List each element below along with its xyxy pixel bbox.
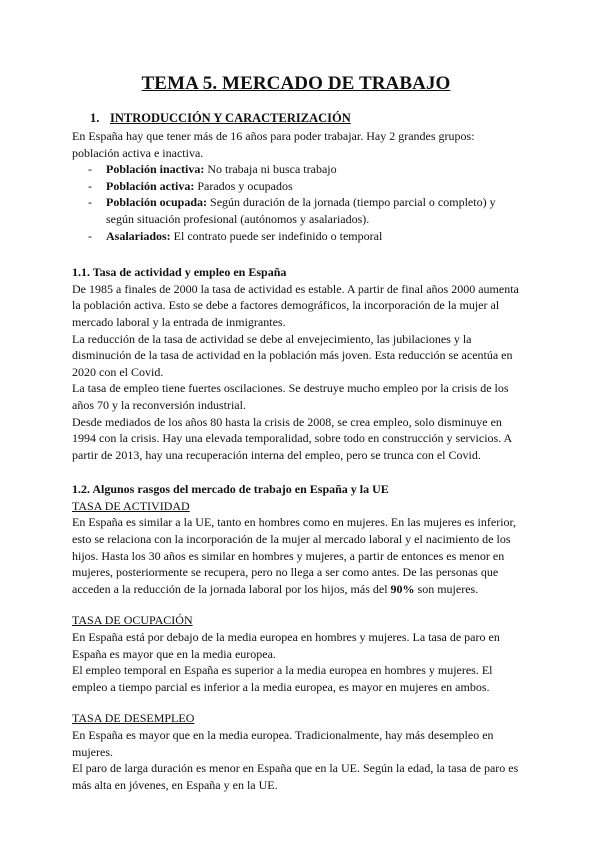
list-item [88,194,520,227]
term: Población activa: [106,178,195,193]
list-item [88,161,520,178]
definition: El contrato puede ser indefinido o temporal [170,228,383,243]
page-title: TEMA 5. MERCADO DE TRABAJO [141,73,451,94]
definition: Según duración de la jornada (tiempo parcial o completo) y según situación profesional (autónomos y asalariados). [106,195,496,226]
subheading-tasa-actividad: TASA DE ACTIVIDAD [72,498,190,513]
highlight-percent: 90% [390,581,415,596]
section-1-2-heading: 1.2. Algunos rasgos del mercado de trabajo en España y la UE [72,482,389,497]
paragraph: De 1985 a finales de 2000 la tasa de actividad es estable. A partir de final años 2000 aumenta la población activa. Esto se debe a factores demográficos, la incorporación de la mujer al mercado laboral y la entrada de inmigrantes. [72,281,519,329]
section-1-title: INTRODUCCIÓN Y CARACTERIZACIÓN [110,111,351,125]
list-item [88,228,520,245]
paragraph-tasa-actividad [72,514,520,597]
text: son mujeres. [414,581,479,596]
definition: No trabaja ni busca trabajo [204,162,337,177]
paragraph: El empleo temporal en España es superior a la media europea en hombres y mujeres. El empleo a tiempo parcial es inferior a la media europea, es mayor en mujeres en ambos. [72,663,493,694]
definition-list [72,161,520,244]
section-1-1-heading: 1.1. Tasa de actividad y empleo en España [72,265,287,280]
section-1-intro: En España hay que tener más de 16 años para poder trabajar. Hay 2 grandes grupos: población activa e inactiva. [72,129,475,160]
term: Asalariados: [106,228,171,243]
term: Población inactiva: [106,162,205,177]
section-1-heading [90,110,520,127]
text: En España es similar a la UE, tanto en hombres como en mujeres. En las mujeres es inferior, esto se relaciona con la incorporación de la mujer al mercado laboral y el nacimiento de los hijos. Hasta los 30 años es similar en hombres y mujeres, a partir de entonces es menor en mujeres, posteriormente se recupera, pero no llega a ser como antes. De las personas que acceden a la reducción de la jornada laboral por los hijos, más del [72,515,517,596]
paragraph: En España es mayor que en la media europea. Tradicionalmente, hay más desempleo en mujeres. [72,728,494,759]
definition: Parados y ocupados [194,178,293,193]
paragraph: La reducción de la tasa de actividad se debe al envejecimiento, las jubilaciones y la disminución de la tasa de actividad en la población más joven. Esta reducción se acentúa en 2020 con el Covid. [72,331,513,379]
paragraph: El paro de larga duración es menor en España que en la UE. Según la edad, la tasa de paro es más alta en jóvenes, en España y en la UE. [72,761,519,792]
paragraph: La tasa de empleo tiene fuertes oscilaciones. Se destruye mucho empleo por la crisis de los años 70 y la reconversión industrial. [72,381,509,412]
paragraph: Desde mediados de los años 80 hasta la crisis de 2008, se crea empleo, solo disminuye en 1994 con la crisis. Hay una elevada temporalidad, sobre todo en construcción y servicios. A partir de 2013, hay una recuperación interna del empleo, pero se trunca con el Covid. [72,414,512,462]
section-1-number: 1. [90,111,100,125]
subheading-tasa-desempleo: TASA DE DESEMPLEO [72,711,195,726]
term: Población ocupada: [106,195,208,210]
list-item [88,178,520,195]
subheading-tasa-ocupacion: TASA DE OCUPACIÓN [72,613,193,628]
paragraph: En España está por debajo de la media europea en hombres y mujeres. La tasa de paro en España es mayor que en la media europea. [72,630,500,661]
